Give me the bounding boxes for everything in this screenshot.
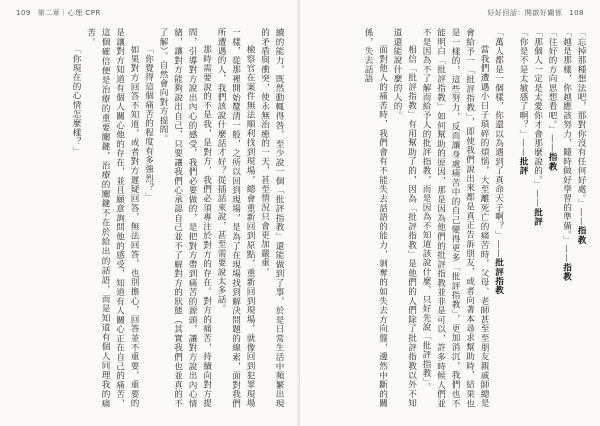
left-paragraph: 如果對方回答不知道，或者對方遲疑回答，無法回答，也別擔心，回答並不重要，重要的是讓對方知道有個人關心他的存在，並且願意詢問他的感受，知道有人關心正在自己的痛苦，這個確信便是治療的重要關鍵，治療的關鍵不在於給出的話語，而是知道有個人同理我的痛苦。 [85,28,139,408]
right-body-text [312,28,588,408]
right-section-title: 好好回話：開啟好關係 [487,9,563,17]
dialogue-line: 「你是不是太敏感了啊？」——批評 [518,28,528,176]
dialogue-tag: 批評指教 [493,258,504,295]
right-running-head [487,8,588,18]
dialogue-line: 「萬人都是一個樣，你還以為遇到了真命天子啊？」——批評指教 [493,28,504,295]
left-chapter-title: 第二章｜心理 CPR [37,9,101,17]
left-running-head [12,8,101,18]
right-page-number: 108 [569,9,584,17]
dialogue-quote: 「那個人一定是太愛你才會那麼說的。」 [532,28,543,190]
left-body-text [16,28,286,408]
left-question: 「你覺得這個痛苦的程度有多強烈？」 [143,45,154,202]
dialogue-quote: 「忘掉那種想法吧，那對你沒有任何好處。」 [576,28,586,208]
dialogue-tag: 指教 [547,152,557,171]
right-paragraph: 面對他人的痛苦時，我們會有不能失去話語的能力，剝奪的如失去方向盤，邊然中斷的關係，失去話語 [363,28,388,408]
left-paragraph: 續的能力，既然動輒得咎，至少說一個「批評指教」還能做到了事，於是日常生活中頻繁出現的矛盾與衝突，使永無治癒的一天，甚至情況只會更加嚴重。 [259,28,284,408]
right-page [300,0,600,426]
right-paragraph: 相信「批評指教」有用幫助了的，因為「批評指教」是他們的人們除了批評指教以外不知道還能說什麼的人的。 [392,28,417,408]
dialogue-line: 「忘掉那種想法吧，那對你沒有任何好處。」——指教 [576,28,586,245]
dialogue-tag: 批評 [518,156,528,176]
dialogue-quote: 「往好的方向思想看吧。」 [547,28,557,135]
dialogue-tag: 批評 [532,207,543,227]
dialogue-line: 「往好的方向思想看吧。」——指教 [547,28,557,171]
right-paragraph: 當我們遭遇小日子瑣碎的煩惱，大至離死亡的痛苦時，父母、老師甚至至朋友親戚師總是會給予一「批評指教」，即使我們說出來都是真正告訴朋友，或者向著本尋求幫助時，結果也是一樣的，這些努力，反而讓身處痛苦中的自己變得更多「批評指教」，更加消沉，我們也不能明白「批評指教」如何幫助的原因，那是因為他們的批評指教並非是可以，許多時候人們並不是因為不了解而給予人的批評指教，而是因為不知道該說什麼，只好先說「批評指教」。 [421,28,489,408]
dialogue-quote: 「你是不是太敏感了啊？」 [518,28,528,139]
dialogue-quote: 「萬人都是一個樣，你還以為遇到了真命天子啊？」 [493,28,504,240]
left-paragraph: 檢察官在案件無法順利找到現場，總會重新回到原點，重新回到現場，就像回到犯罪現場一樣，從那裡開始釐清一般，之所以回到現場，是為了在現場找到解決問題的線索，面對我們所遭遇的人，我們該說什麼話才好？從插話來說，甚至需要說太多話。 [216,28,255,408]
dialogue-quote: 「越是那樣，你越應該努力，隨時做好學習的準備。」 [561,28,572,245]
left-paragraph: 那時需要說的不是我，是對方，我們必須專注於對方的存在。對方的痛苦，持續向對方提問，引導對方說出內心的感受，我們必要做的，是把對方帶到痛苦的源頭，讓對方說出內心情緒，讓對方能夠說出自己，只要讓我們心承認自己並不了解對方的狀態（其實我們也並真的不了解）。自然會向對方提問。 [158,28,212,408]
left-page-number: 109 [16,9,31,17]
dialogue-line: 「越是那樣，你越應該努力，隨時做好學習的準備。」——指教 [561,28,572,282]
dialogue-line: 「那個人一定是太愛你才會那麼說的。」——批評 [532,28,543,227]
dialogue-tag: 指教 [561,262,572,282]
dialogue-tag: 指教 [576,226,586,245]
left-question: 「你現在的心情怎麼樣？」 [71,45,81,156]
